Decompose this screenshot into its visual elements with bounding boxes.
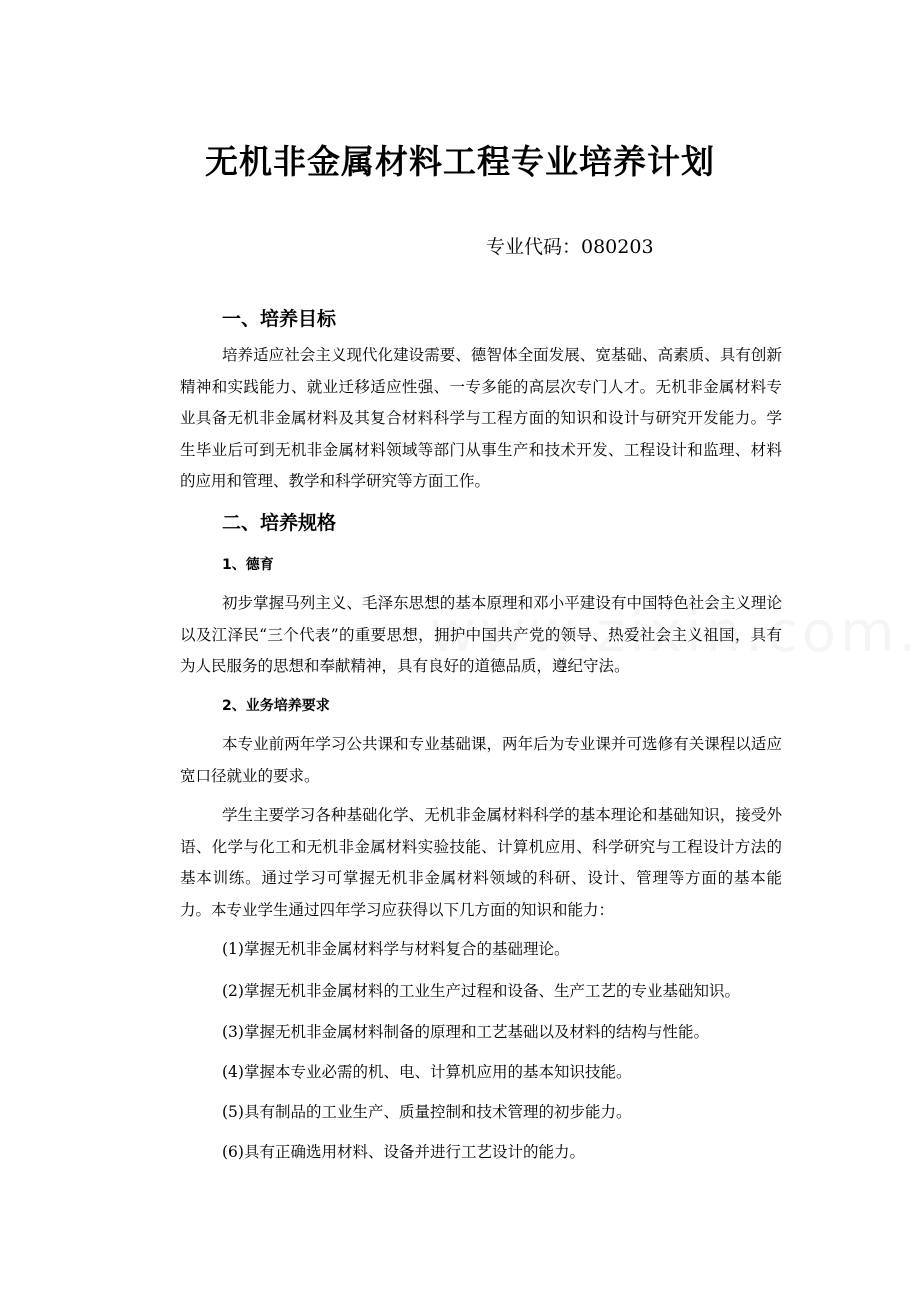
- section-heading-training-goal: 一、培养目标: [222, 308, 337, 330]
- major-code: 专业代码：080203: [486, 236, 654, 258]
- business-requirements-paragraph-2: 学生主要学习各种基础化学、无机非金属材料科学的基本理论和基础知识，接受外语、化学与化工和无机非金属材料实验技能、计算机应用、科学研究与工程设计方法的基本训练。通过学习可掌握无机非金属材料领域的科研、设计、管理等方面的基本能力。本专业学生通过四年学习应获得以下几方面的知识和能力：: [180, 806, 782, 919]
- business-requirements-paragraph-1: 本专业前两年学习公共课和专业基础课，两年后为专业课并可选修有关课程以适应宽口径就业的要求。: [180, 735, 782, 785]
- list-item: (3)掌握无机非金属材料制备的原理和工艺基础以及材料的结构与性能。: [222, 1023, 709, 1041]
- section-heading-training-spec: 二、培养规格: [222, 512, 337, 534]
- subheading-business-requirements: 2、业务培养要求: [222, 698, 330, 714]
- moral-education-paragraph: 初步掌握马列主义、毛泽东思想的基本原理和邓小平建设有中国特色社会主义理论以及江泽民“三个代表”的重要思想，拥护中国共产党的领导、热爱社会主义祖国，具有为人民服务的思想和奉献精神，具有良好的道德品质，遵纪守法。: [180, 594, 782, 675]
- list-item: (5)具有制品的工业生产、质量控制和技术管理的初步能力。: [222, 1103, 632, 1121]
- training-goal-paragraph: 培养适应社会主义现代化建设需要、德智体全面发展、宽基础、高素质、具有创新精神和实践能力、就业迁移适应性强、一专多能的高层次专门人才。无机非金属材料专业具备无机非金属材料及其复合材料科学与工程方面的知识和设计与研究开发能力。学生毕业后可到无机非金属材料领域等部门从事生产和技术开发、工程设计和监理、材料的应用和管理、教学和科学研究等方面工作。: [180, 346, 782, 490]
- list-item: (4)掌握本专业必需的机、电、计算机应用的基本知识技能。: [222, 1063, 632, 1081]
- subheading-moral-education: 1、德育: [222, 557, 274, 573]
- list-item: (6)具有正确选用材料、设备并进行工艺设计的能力。: [222, 1143, 585, 1161]
- document-title: 无机非金属材料工程专业培养计划: [205, 142, 715, 181]
- list-item: (2)掌握无机非金属材料的工业生产过程和设备、生产工艺的专业基础知识。: [222, 982, 740, 1000]
- list-item: (1)掌握无机非金属材料学与材料复合的基础理论。: [222, 940, 570, 958]
